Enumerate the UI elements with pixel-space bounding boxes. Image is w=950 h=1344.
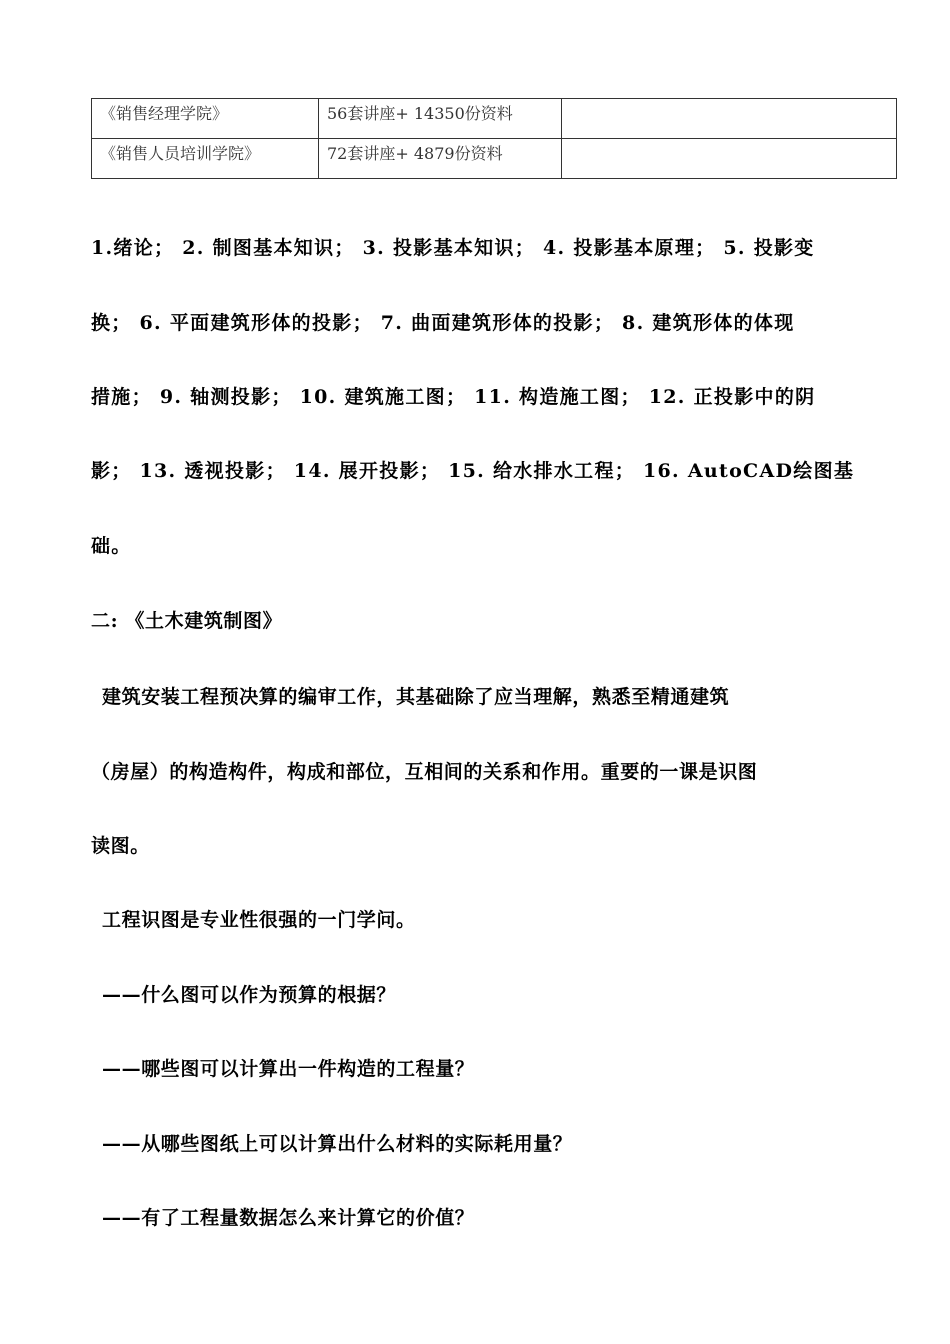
question-item: ——有了工程量数据怎么来计算它的价值？ <box>102 1207 475 1229</box>
table-cell-extra <box>562 139 897 179</box>
statement-text: 工程识图是专业性很强的一门学问。 <box>102 909 416 931</box>
paragraph-line: （房屋）的构造构件，构成和部位，互相间的关系和作用。重要的一课是识图 <box>91 761 758 783</box>
table-cell-content: 72套讲座+ 4879份资料 <box>319 139 562 179</box>
toc-line: 础。 <box>91 535 132 557</box>
question-item: ——哪些图可以计算出一件构造的工程量？ <box>102 1058 475 1080</box>
paragraph-line: 建筑安装工程预决算的编审工作，其基础除了应当理解，熟悉至精通建筑 <box>102 686 730 708</box>
toc-line: 换； 6. 平面建筑形体的投影； 7. 曲面建筑形体的投影； 8. 建筑形体的体现 <box>91 312 795 334</box>
table-cell-name: 《销售经理学院》 <box>92 99 319 139</box>
toc-line: 影； 13. 透视投影； 14. 展开投影； 15. 给水排水工程； 16. AutoCAD绘图基 <box>91 460 855 482</box>
table-cell-content: 56套讲座+ 14350份资料 <box>319 99 562 139</box>
question-item: ——什么图可以作为预算的根据？ <box>102 984 397 1006</box>
table-cell-name: 《销售人员培训学院》 <box>92 139 319 179</box>
table-cell-extra <box>562 99 897 139</box>
resource-table <box>91 98 897 179</box>
section-heading: 二: 《土木建筑制图》 <box>91 610 283 632</box>
question-item: ——从哪些图纸上可以计算出什么材料的实际耗用量？ <box>102 1133 573 1155</box>
toc-line: 1.绪论； 2. 制图基本知识； 3. 投影基本知识； 4. 投影基本原理； 5. 投影变 <box>91 237 815 259</box>
paragraph-line: 读图。 <box>91 835 150 857</box>
table-row <box>92 139 897 179</box>
toc-line: 措施； 9. 轴测投影； 10. 建筑施工图； 11. 构造施工图； 12. 正投影中的阴 <box>91 386 816 408</box>
table-row <box>92 99 897 139</box>
